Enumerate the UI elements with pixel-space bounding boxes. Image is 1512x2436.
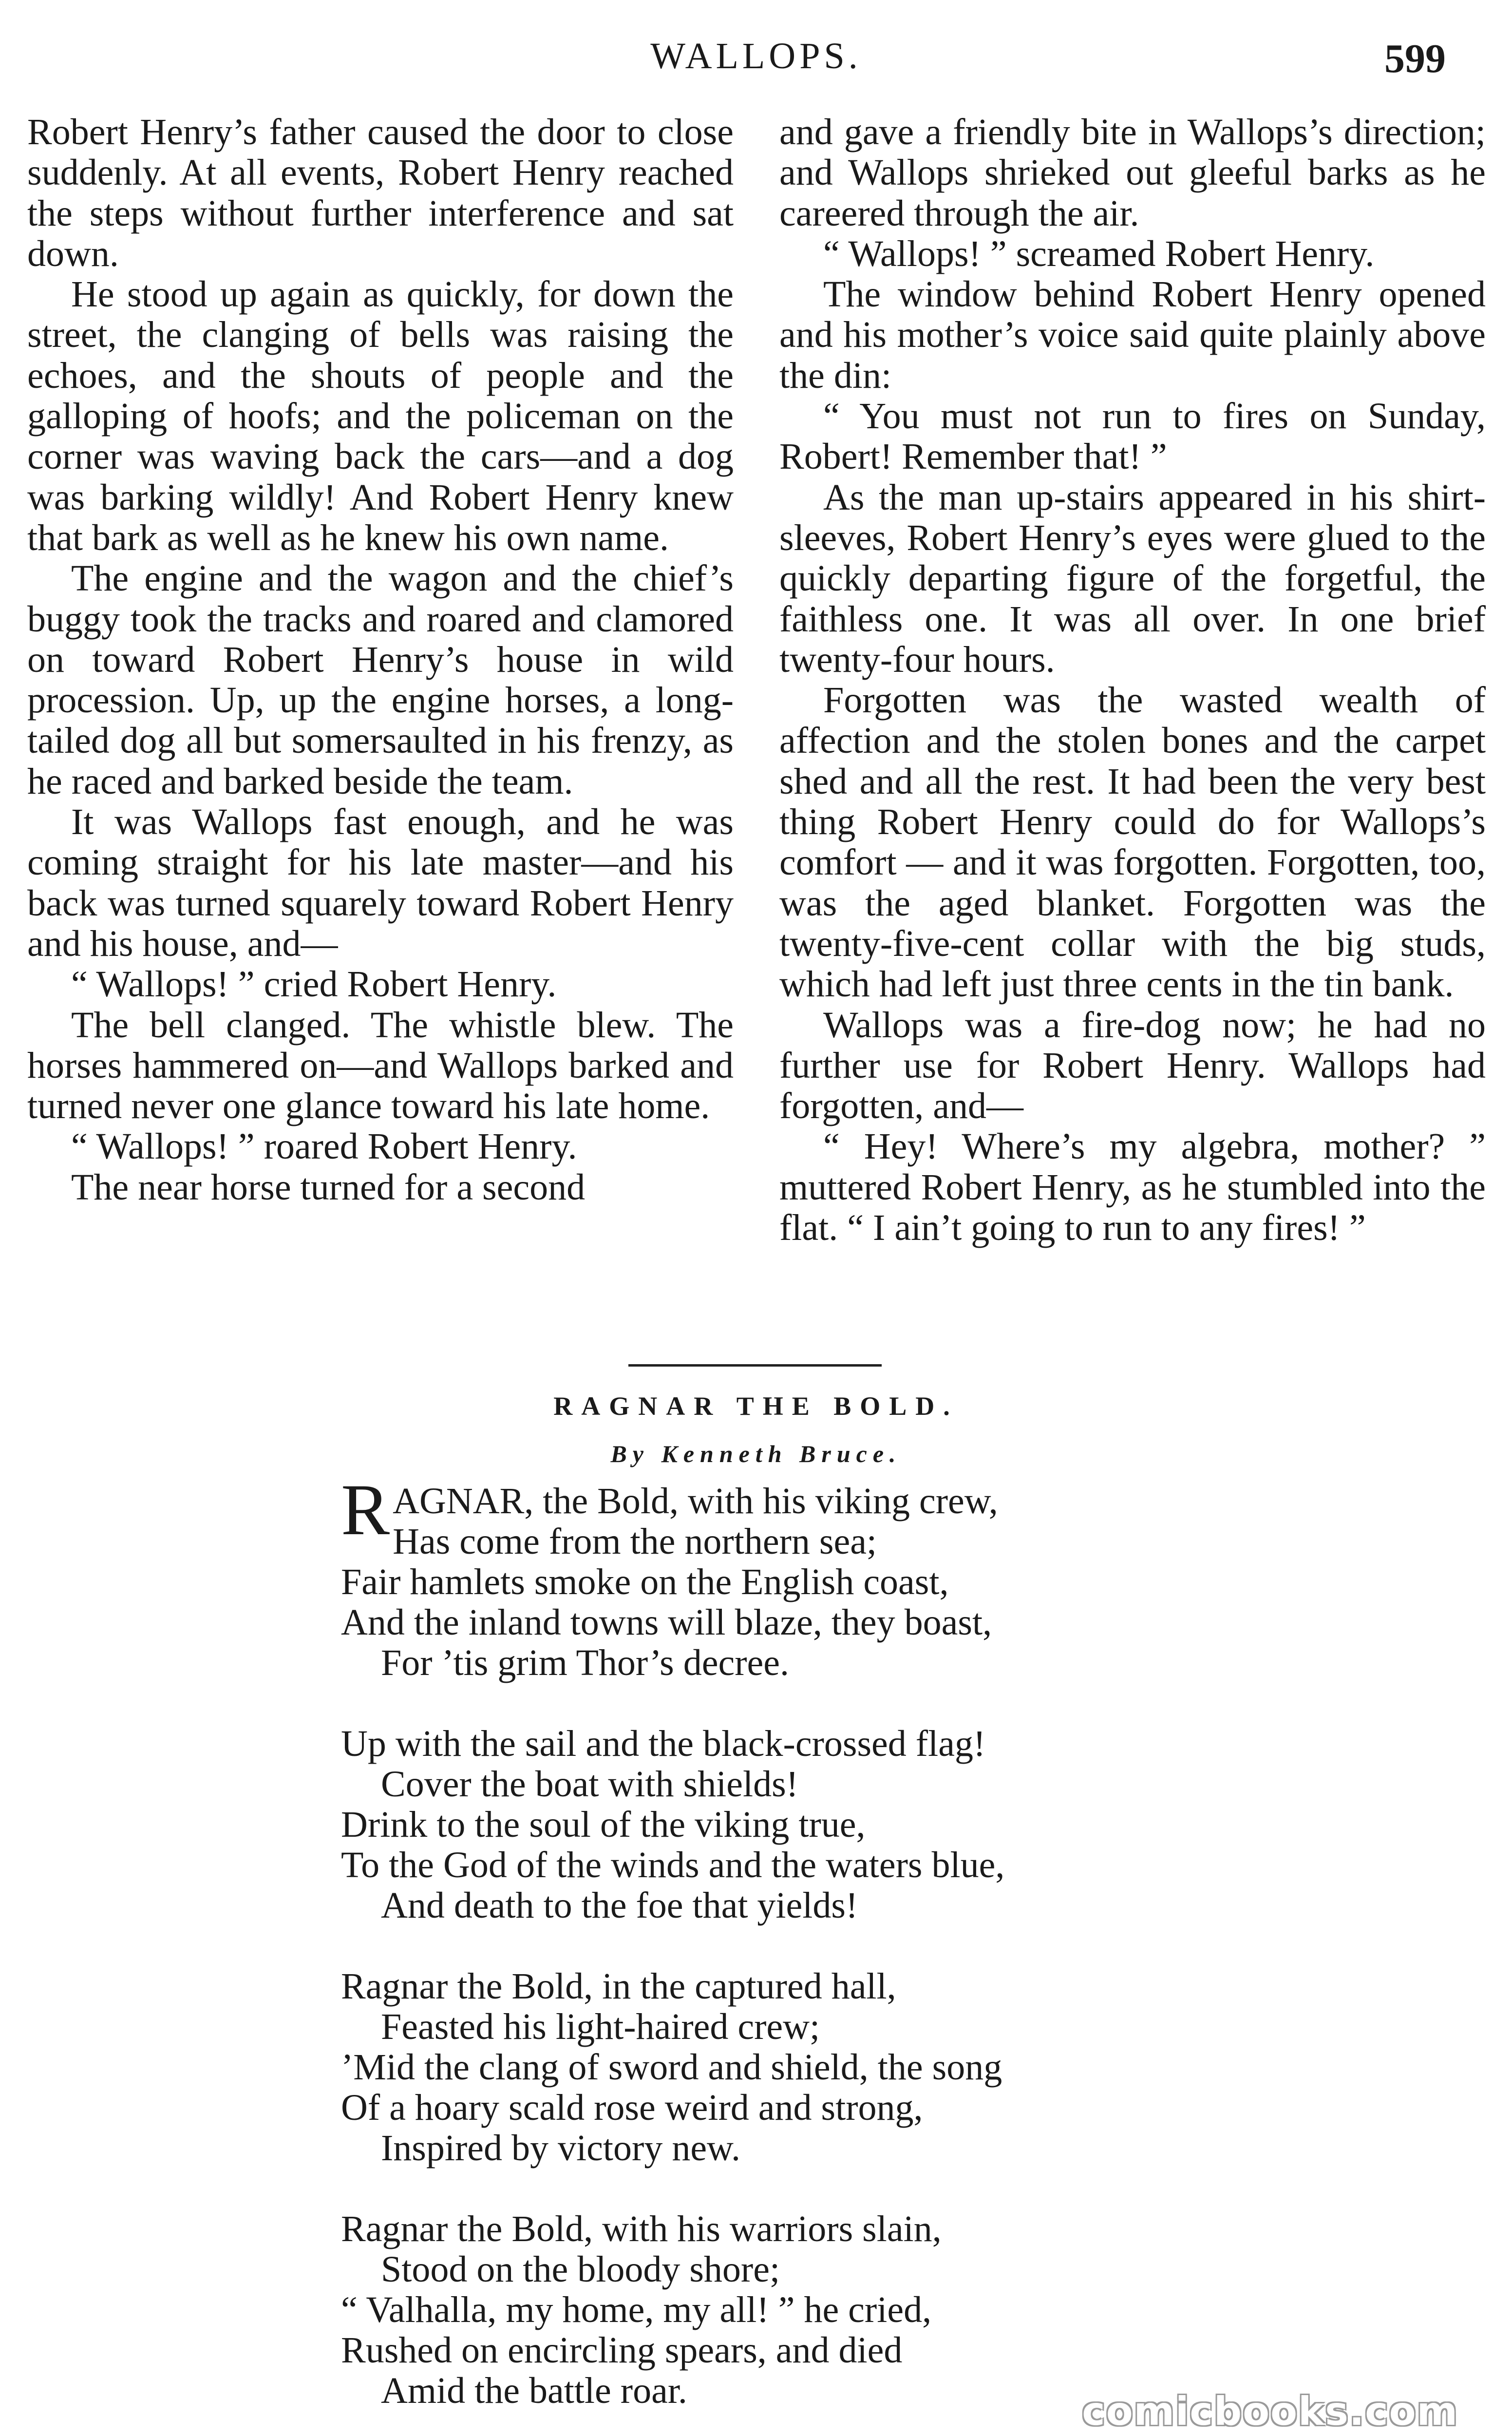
poem-line: AGNAR, the Bold, with his viking crew, — [393, 1481, 998, 1522]
story-paragraph: As the man up-stairs appeared in his shirt-sleeves, Robert Henry’s eyes were glued to the quickly departing figure of the forgetful, the faithless one. It was all over. In one brief twenty-four hours. — [779, 476, 1486, 680]
story-paragraph: “ Hey! Where’s my algebra, mother? ” muttered Robert Henry, as he stumbled into the flat. “ I ain’t going to run to any fires! ” — [779, 1126, 1486, 1249]
poem-line: Has come from the northern sea; — [393, 1521, 877, 1562]
story-paragraph: The engine and the wagon and the chief’s buggy took the tracks and roared and clamored on toward Robert Henry’s house in wild procession. Up, up the engine horses, a long-tailed dog all but somersaulted in his frenzy, as he raced and barked beside the team. — [27, 558, 734, 802]
story-paragraph: The window behind Robert Henry opened and his mother’s voice said quite plainly above the din: — [779, 274, 1486, 396]
section-divider — [628, 1364, 882, 1367]
poem-stanza — [341, 1966, 1266, 2169]
story-paragraph: Robert Henry’s father caused the door to close suddenly. At all events, Robert Henry reached the steps without further interference and sat down. — [27, 112, 734, 274]
story-column-right — [779, 112, 1486, 1248]
poem-body — [341, 1469, 1266, 2436]
poem-line: Stood on the bloody shore; — [381, 2249, 780, 2290]
page-number: 599 — [1384, 36, 1446, 81]
poem-title: RAGNAR THE BOLD. — [553, 1391, 959, 1421]
poem-line: Amid the battle roar. — [381, 2370, 687, 2411]
story-column-left — [27, 112, 734, 1208]
poem-byline: By Kenneth Bruce. — [610, 1440, 902, 1467]
poem-stanza — [341, 1469, 1266, 1683]
poem-line: “ Valhalla, my home, my all! ” he cried, — [341, 2289, 932, 2330]
poem-stanza — [341, 2209, 1266, 2411]
poem-line: Rushed on encircling spears, and died — [341, 2330, 903, 2371]
poem-line: For ’tis grim Thor’s decree. — [381, 1642, 789, 1683]
story-paragraph: “ Wallops! ” cried Robert Henry. — [71, 964, 557, 1005]
poem-line: Inspired by victory new. — [381, 2128, 740, 2169]
story-paragraph: Wallops was a fire-dog now; he had no further use for Robert Henry. Wallops had forgotten, and— — [779, 1004, 1486, 1127]
poem-line: And death to the foe that yields! — [381, 1885, 858, 1926]
poem-line: Of a hoary scald rose weird and strong, — [341, 2087, 923, 2128]
poem-line: Drink to the soul of the viking true, — [341, 1804, 866, 1845]
poem-line: Up with the sail and the black-crossed flag! — [341, 1723, 986, 1764]
story-paragraph: and gave a friendly bite in Wallops’s direction; and Wallops shrieked out gleeful barks as he careered through the air. — [779, 112, 1486, 234]
poem-line: Ragnar the Bold, with his warriors slain, — [341, 2208, 942, 2249]
running-title: WALLOPS. — [650, 36, 862, 76]
story-paragraph: The near horse turned for a second — [71, 1166, 586, 1208]
poem-line: Cover the boat with shields! — [381, 1764, 798, 1805]
story-paragraph: It was Wallops fast enough, and he was coming straight for his late master—and his back was turned squarely toward Robert Henry and his house, and— — [27, 801, 734, 964]
story-paragraph: “ Wallops! ” roared Robert Henry. — [71, 1126, 577, 1167]
poem-line: Ragnar the Bold, in the captured hall, — [341, 1966, 896, 2007]
story-paragraph: “ Wallops! ” screamed Robert Henry. — [823, 233, 1375, 274]
poem-stanza — [341, 1724, 1266, 1926]
drop-cap: R — [341, 1469, 390, 1550]
poem-line: ’Mid the clang of sword and shield, the song — [341, 2047, 1002, 2088]
story-paragraph: He stood up again as quickly, for down the street, the clanging of bells was raising the echoes, and the shouts of people and the galloping of hoofs; and the policeman on the corner was waving back the cars—and a dog was barking wildly! And Robert Henry knew that bark as well as he knew his own name. — [27, 274, 734, 558]
story-paragraph: “ You must not run to fires on Sunday, Robert! Remember that! ” — [779, 396, 1486, 477]
story-paragraph: Forgotten was the wasted wealth of affection and the stolen bones and the carpet shed and all the rest. It had been the very best thing Robert Henry could do for Wallops’s comfort — and it was forgotten. Forgotten, too, was the aged blanket. Forgotten was the twenty-five-cent collar with the big studs, which had left just three cents in the tin bank. — [779, 680, 1486, 1005]
poem-line: Feasted his light-haired crew; — [381, 2006, 820, 2047]
story-paragraph: The bell clanged. The whistle blew. The horses hammered on—and Wallops barked and turned never one glance toward his late home. — [27, 1004, 734, 1127]
watermark: comicbooks.com — [1082, 2389, 1458, 2434]
poem-line: Fair hamlets smoke on the English coast, — [341, 1561, 949, 1602]
poem-line: To the God of the winds and the waters blue, — [341, 1845, 1005, 1885]
poem-line: And the inland towns will blaze, they boast, — [341, 1602, 992, 1643]
